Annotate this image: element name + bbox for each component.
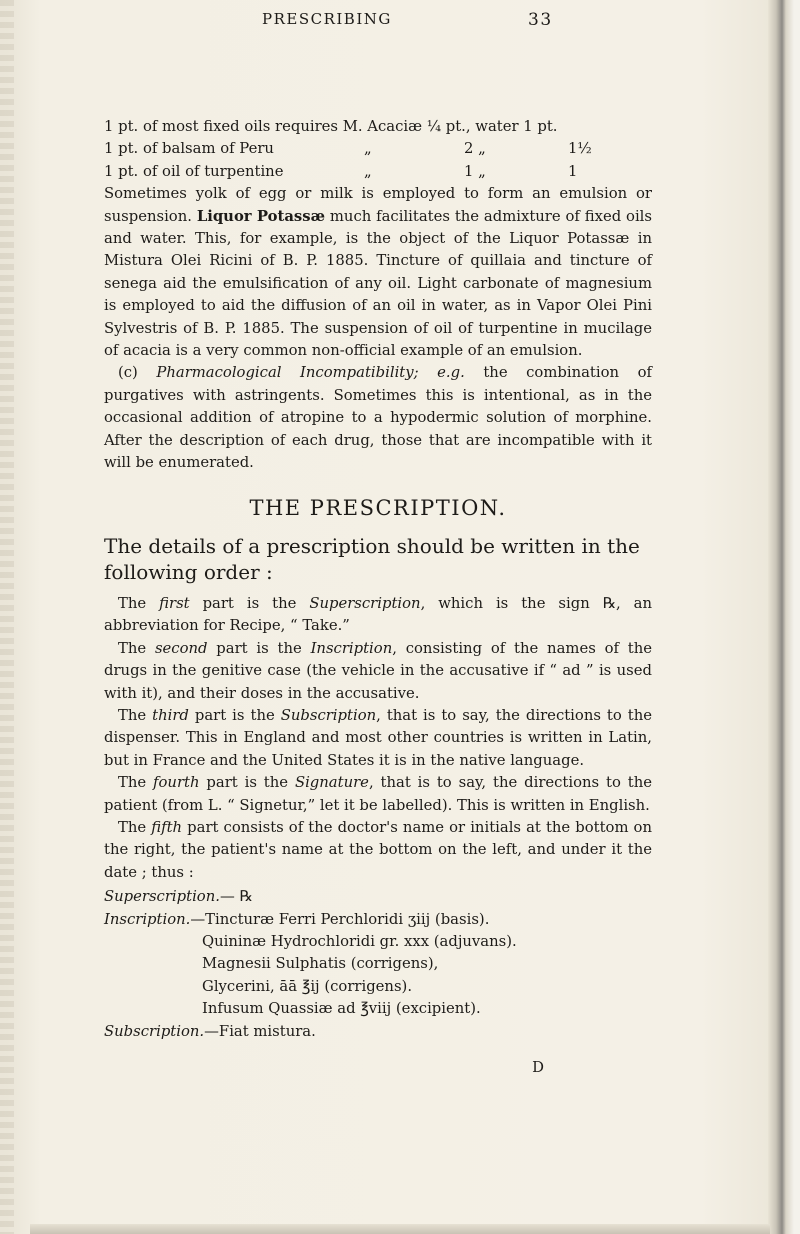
- item-label: (c): [118, 364, 157, 382]
- part-paragraph: [104, 817, 652, 884]
- part-text: part is the: [199, 774, 295, 792]
- subscription-line: [104, 1021, 652, 1043]
- paragraph-text: Sometimes yolk of egg or milk is employed to form an emulsion or suspension.: [104, 185, 652, 225]
- part-text: The: [118, 706, 153, 724]
- part-term: Inscription: [310, 639, 393, 657]
- paragraph-pharmacological: [104, 362, 652, 474]
- inscription-ingredient: —Tincturæ Ferri Perchloridi ʒiij (basis).: [190, 910, 490, 928]
- part-text: part is the: [188, 706, 281, 724]
- paragraph-text: the combination of purgatives with astringents. Sometimes this is intentional, as in the occasional addition of atropine to a hypodermic solution of morphine. After the description of each drug, those that are incompatible with it will be enumerated.: [104, 364, 652, 472]
- part-paragraph: [104, 638, 652, 705]
- inscription-ingredient: Magnesii Sulphatis (corrigens),: [202, 955, 439, 973]
- part-paragraph: [104, 705, 652, 772]
- part-ordinal: third: [152, 706, 189, 724]
- emulsion-row: [104, 138, 652, 160]
- paragraph-text: much facilitates the admixture of fixed oils and water. This, for example, is the object of the Liquor Potassæ in Mistura Olei Ricini of B. P. 1885. Tincture of quillaia and tincture of senega aid the emulsification of any oil. Light carbonate of magnesium is employed to aid the diffusion of an oil in water, as in Vapor Olei Pini Sylvestris of B. P. 1885. The suspension of oil of turpentine in mucilage of acacia is a very common non-official example of an emulsion.: [104, 207, 652, 360]
- page-edge-shadow: [768, 0, 800, 1234]
- binding-gutter: [0, 0, 14, 1234]
- part-text: The: [118, 774, 154, 792]
- superscription-line: [104, 886, 652, 908]
- emulsion-row-ditto: „: [364, 162, 372, 180]
- emulsion-row-water: 1½: [568, 140, 592, 158]
- emulsion-table: [104, 116, 652, 183]
- signature-mark: D: [532, 1059, 544, 1077]
- part-text: The: [118, 594, 160, 612]
- part-ordinal: fourth: [153, 774, 200, 792]
- section-heading: THE PRESCRIPTION.: [249, 495, 507, 520]
- part-term: Superscription: [309, 594, 421, 612]
- part-text: , that is to say, the directions to the patient (from L. “ Signetur,” let it be labelled). This is written in English.: [104, 774, 653, 814]
- emulsion-row-text: 1 pt. of most fixed oils requires M. Acaciæ ¼ pt., water 1 pt.: [104, 118, 558, 135]
- part-paragraph: [104, 772, 652, 817]
- part-text: The: [118, 818, 152, 836]
- emulsion-row-amount: 2 „: [464, 140, 486, 158]
- part-ordinal: first: [159, 594, 190, 612]
- part-text: , which is the sign ℞, an abbreviation for Recipe, “ Take.”: [104, 594, 652, 635]
- part-text: , that is to say, the directions to the dispenser. This in England and most other countries is written in Latin, but in France and the United States it is in the native language.: [104, 706, 652, 769]
- part-text: part consists of the doctor's name or initials at the bottom on the right, the patient's name at the bottom on the left, and under it the date ; thus :: [104, 818, 652, 881]
- part-term: Subscription: [280, 706, 377, 724]
- emulsion-row-water: 1: [568, 162, 578, 180]
- emulsion-row: [104, 116, 652, 138]
- part-paragraph: [104, 593, 652, 638]
- part-text: part is the: [207, 639, 311, 657]
- paragraph-emulsion: [104, 183, 652, 362]
- running-head-title: PRESCRIBING: [262, 10, 392, 28]
- emulsion-row: [104, 161, 652, 183]
- part-term: Signature: [294, 774, 369, 792]
- inscription-ingredient: Infusum Quassiæ ad ℥viij (excipient).: [202, 1000, 481, 1018]
- inscription-ingredient: Quininæ Hydrochloridi gr. xxx (adjuvans).: [202, 933, 517, 950]
- part-text: , consisting of the names of the drugs in the genitive case (the vehicle in the accusative if “ ad ” is used with it), and their doses in the accusative.: [104, 639, 652, 702]
- inscription-label: Inscription.: [104, 910, 191, 928]
- inscription-line: [104, 909, 652, 931]
- part-text: The: [118, 639, 155, 657]
- emulsion-row-ditto: „: [364, 140, 372, 158]
- lead-sentence: The details of a prescription should be written in the following order :: [104, 533, 640, 584]
- bottom-edge-shadow: [30, 1224, 770, 1234]
- inscription-ingredient: Glycerini, āā ℥ij (corrigens).: [202, 977, 413, 995]
- superscription-label: Superscription.: [104, 888, 220, 906]
- subscription-value: —Fiat mistura.: [204, 1022, 316, 1040]
- page-number: 33: [528, 10, 553, 30]
- pharmacological-term: Pharmacological Incompatibility; e.g.: [156, 364, 465, 382]
- liquor-potassae-term: Liquor Potassæ: [196, 207, 326, 225]
- part-ordinal: fifth: [151, 818, 183, 836]
- subscription-label: Subscription.: [104, 1022, 205, 1040]
- emulsion-row-text: 1 pt. of oil of turpentine: [104, 162, 284, 180]
- emulsion-row-amount: 1 „: [464, 162, 486, 180]
- body-text: [104, 116, 652, 1079]
- part-text: part is the: [189, 594, 310, 612]
- part-ordinal: second: [154, 639, 208, 657]
- emulsion-row-text: 1 pt. of balsam of Peru: [104, 140, 274, 158]
- superscription-value: — ℞: [219, 888, 253, 906]
- prescription-example: [104, 886, 652, 1043]
